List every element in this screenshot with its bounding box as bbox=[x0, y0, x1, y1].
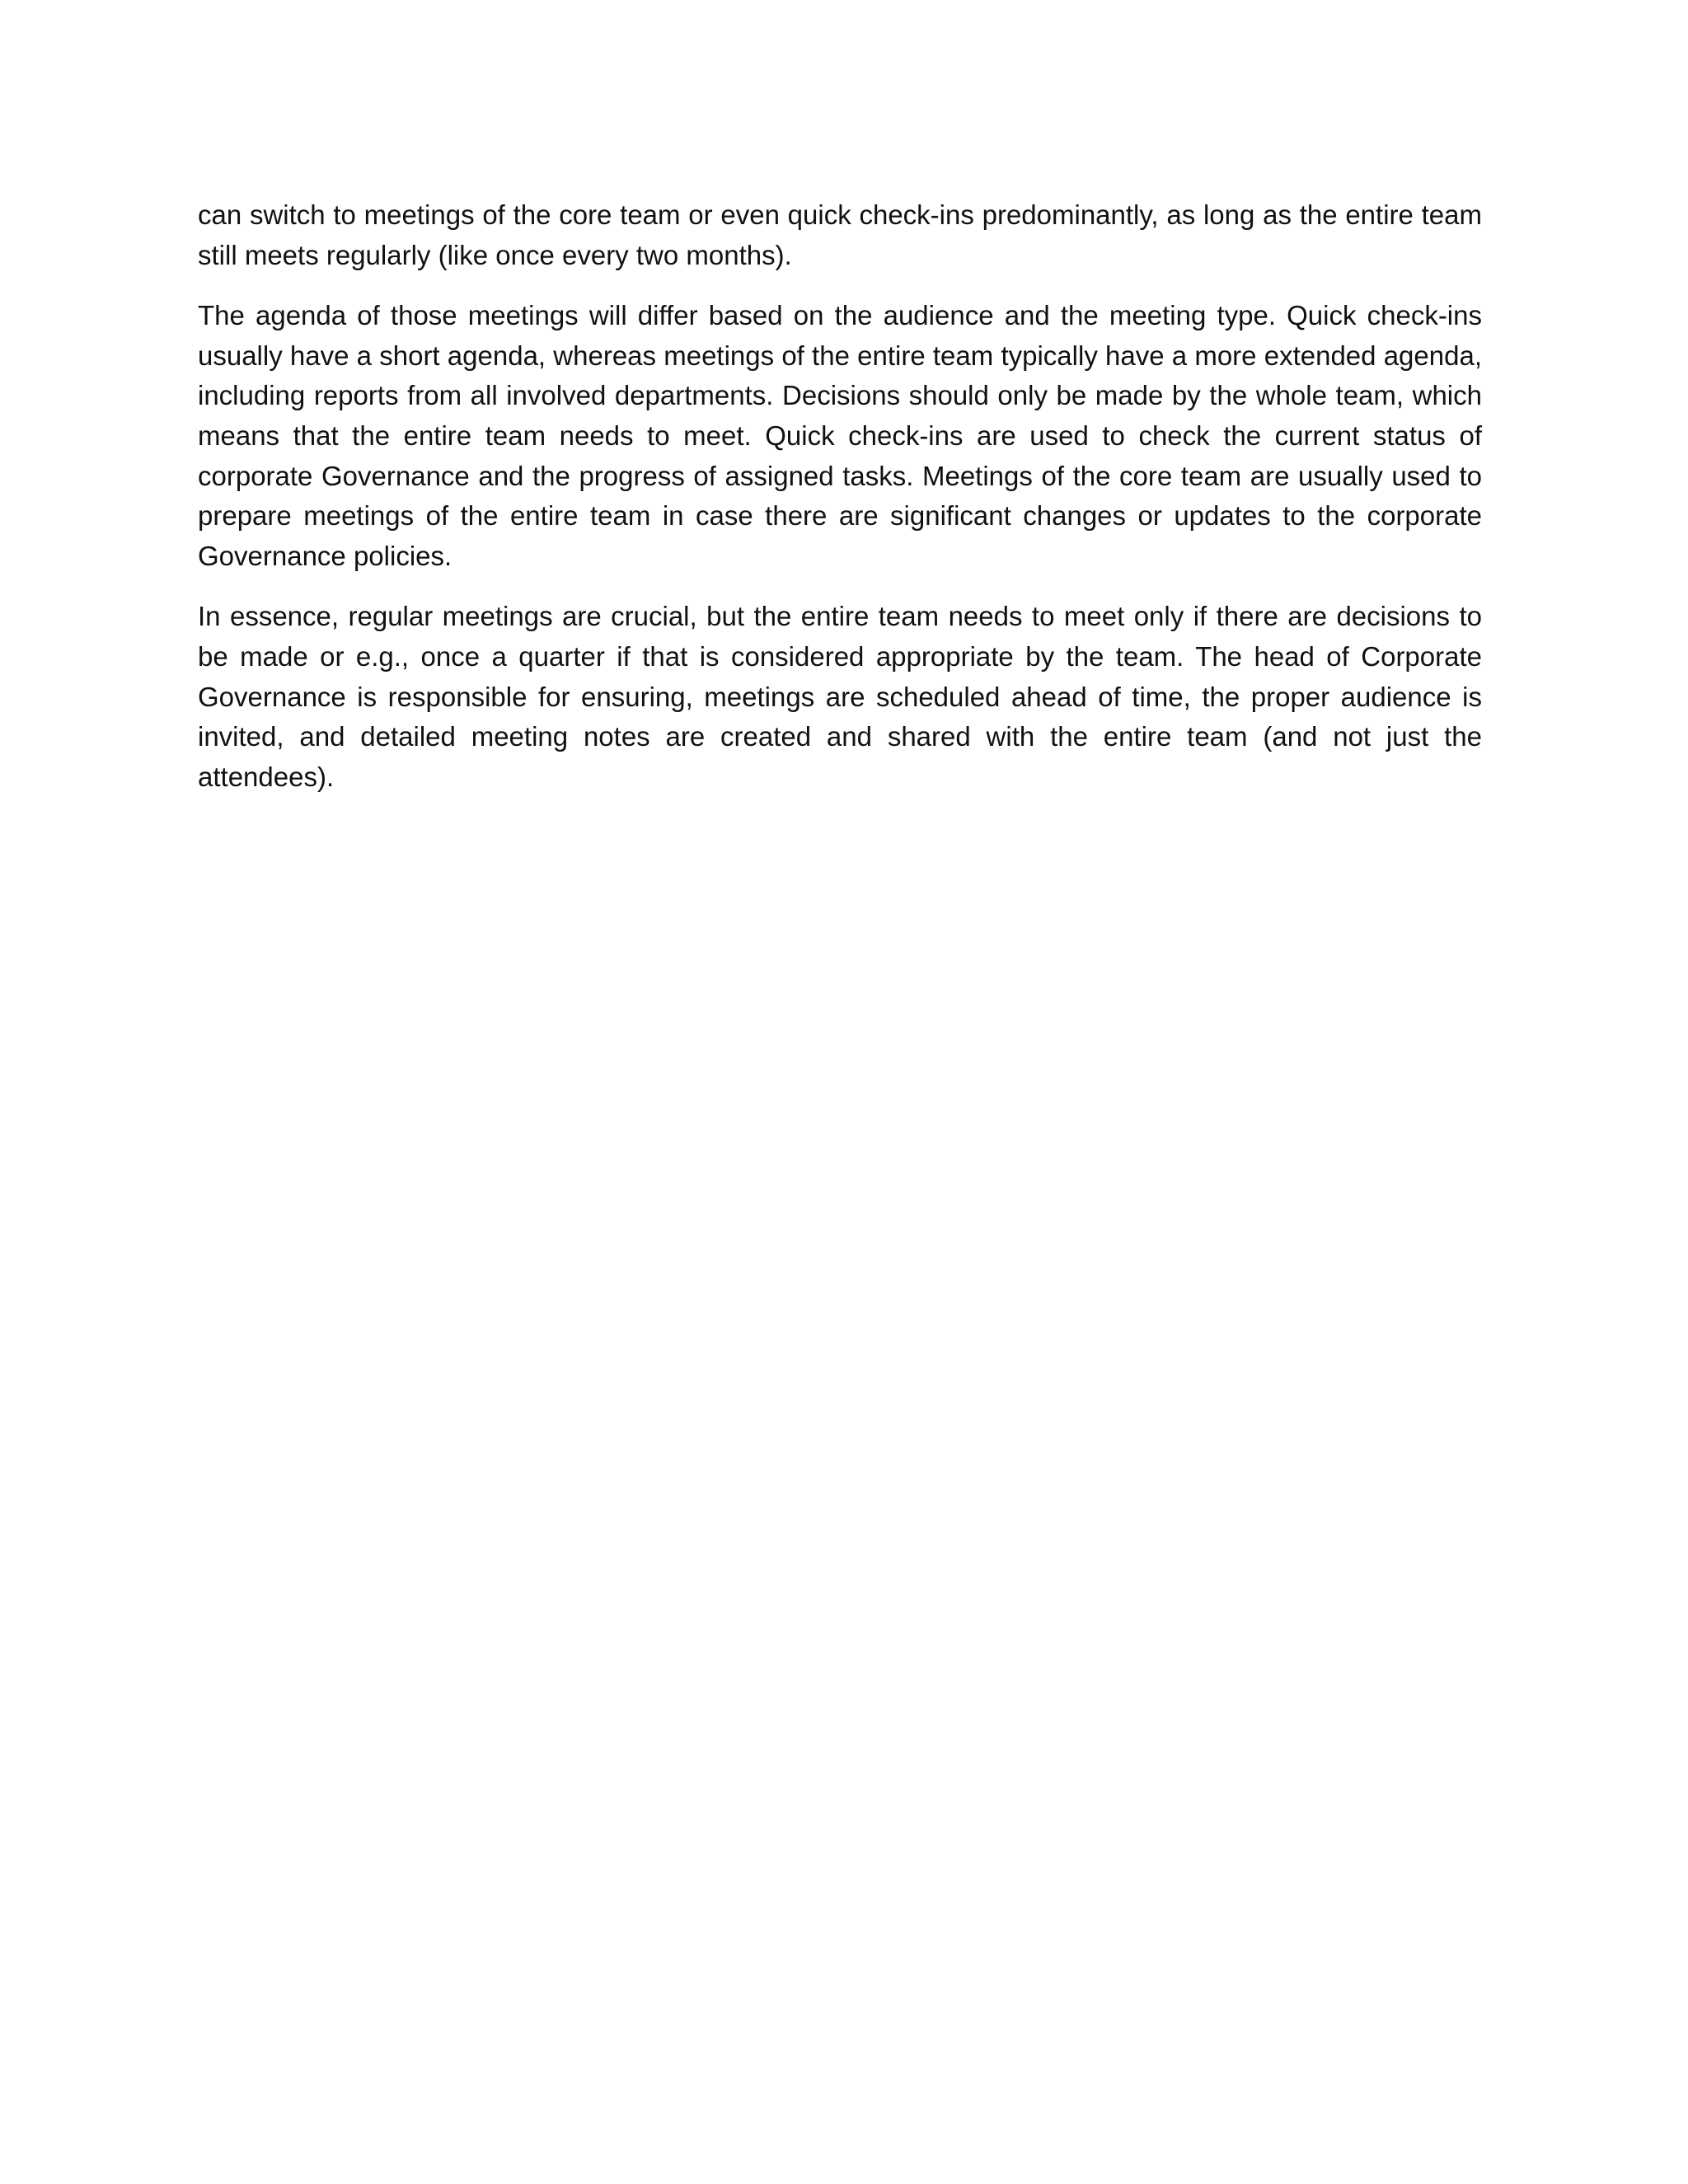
document-body bbox=[198, 195, 1482, 818]
paragraph-continuation: can switch to meetings of the core team or even quick check-ins predominantly, as long as the entire team still meets regularly (like once every two months). bbox=[198, 199, 1482, 270]
paragraph-summary: In essence, regular meetings are crucial, but the entire team needs to meet only if there are decisions to be made or e.g., once a quarter if that is considered appropriate by the team. The head of Corporate Governance is responsible for ensuring, meetings are scheduled ahead of time, the proper audience is invited, and detailed meeting notes are created and shared with the entire team (and not just the attendees). bbox=[198, 601, 1482, 792]
paragraph-meeting-agenda: The agenda of those meetings will differ based on the audience and the meeting type. Quick check-ins usually have a short agenda, whereas meetings of the entire team typically have a more extended agenda, including reports from all involved departments. Decisions should only be made by the whole team, which means that the entire team needs to meet. Quick check-ins are used to check the current status of corporate Governance and the progress of assigned tasks. Meetings of the core team are usually used to prepare meetings of the entire team in case there are significant changes or updates to the corporate Governance policies. bbox=[198, 300, 1482, 571]
